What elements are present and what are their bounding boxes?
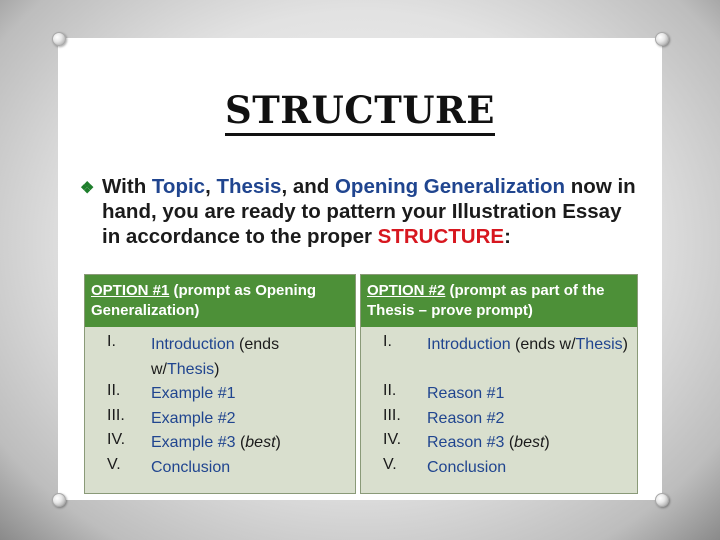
list-item-text [427,407,633,432]
list-item-segment: ) [544,434,550,451]
intro-opening-generalization: Opening Generalization [334,175,566,198]
list-item-label: Introduction [427,336,511,353]
intro-segment: With [102,175,152,198]
list-item [361,456,637,481]
intro-structure-word: STRUCTURE [377,225,505,248]
option-2-description: (prompt as part of the Thesis – prove prompt) [367,282,605,319]
list-item-segment: (ends w/ [510,336,576,353]
list-item-segment: (ends w/ [151,336,280,378]
corner-ring-icon [655,493,669,507]
list-item [361,431,637,456]
list-item [85,382,355,407]
list-item-text [151,333,351,382]
list-item-text [151,407,351,432]
list-item-label: Reason #3 [427,434,505,451]
intro-segment: , and [281,175,335,198]
list-item-number: III. [107,406,125,424]
list-item [85,407,355,432]
option-2-label: OPTION #2 [367,282,446,299]
list-item-segment: ( [504,434,515,451]
list-item-number: III. [383,406,401,424]
corner-ring-icon [655,32,669,46]
intro-thesis: Thesis [216,175,282,198]
corner-ring-icon [52,32,66,46]
option-2-box [360,274,638,494]
list-item-text [427,431,633,456]
list-item-text [427,333,633,358]
list-item-segment: ) [275,434,281,451]
list-item-number: I. [383,333,392,350]
list-item-label: Conclusion [427,458,507,476]
list-item [361,333,637,382]
list-item-text [427,456,633,481]
list-item-number: IV. [383,431,402,448]
option-1-box [84,274,356,494]
list-item [85,431,355,456]
list-item-segment: ( [235,434,246,451]
option-1-list [85,333,355,480]
intro-segment: , [205,175,217,198]
list-item-thesis: Thesis [575,336,623,353]
option-1-header [85,275,355,327]
list-item-label: Reason #2 [427,409,505,427]
title-text: STRUCTURE [225,88,495,136]
page-title [0,88,720,132]
list-item-text [151,456,351,481]
list-item-segment: ) [622,336,628,353]
list-item-number: II. [107,382,121,399]
list-item-label: Example #2 [151,409,236,427]
list-item-thesis: Thesis [167,360,215,378]
list-item-number: IV. [107,431,126,448]
intro-topic: Topic [151,175,206,198]
option-2-header [361,275,637,327]
list-item-emphasis: best [245,434,276,451]
list-item-text [151,382,351,407]
bullet-icon: ❖ [80,180,95,197]
option-2-list [361,333,637,480]
list-item [85,456,355,481]
intro-paragraph [80,174,640,249]
list-item-text [151,431,351,456]
list-item-label: Example #1 [151,385,236,402]
list-item-label: Example #3 [151,434,236,451]
list-item [361,407,637,432]
list-item-segment: ) [214,360,220,378]
list-item-text [427,382,633,407]
list-item-number: V. [107,455,121,473]
option-1-label: OPTION #1 [91,282,170,299]
list-item-label: Reason #1 [427,385,505,402]
intro-segment: : [504,225,511,248]
list-item-label: Introduction [151,336,235,353]
list-item [361,382,637,407]
intro-segment: now in hand, you are ready to pattern your Illustration Essay in accordance to the proper [102,175,636,248]
list-item-number: V. [383,455,397,473]
intro-text [102,174,640,249]
option-1-description: (prompt as Opening Generalization) [91,282,317,319]
list-item [85,333,355,382]
list-item-label: Conclusion [151,458,231,476]
list-item-emphasis: best [514,434,545,451]
list-item-number: I. [107,333,116,350]
list-item-number: II. [383,382,397,399]
corner-ring-icon [52,493,66,507]
